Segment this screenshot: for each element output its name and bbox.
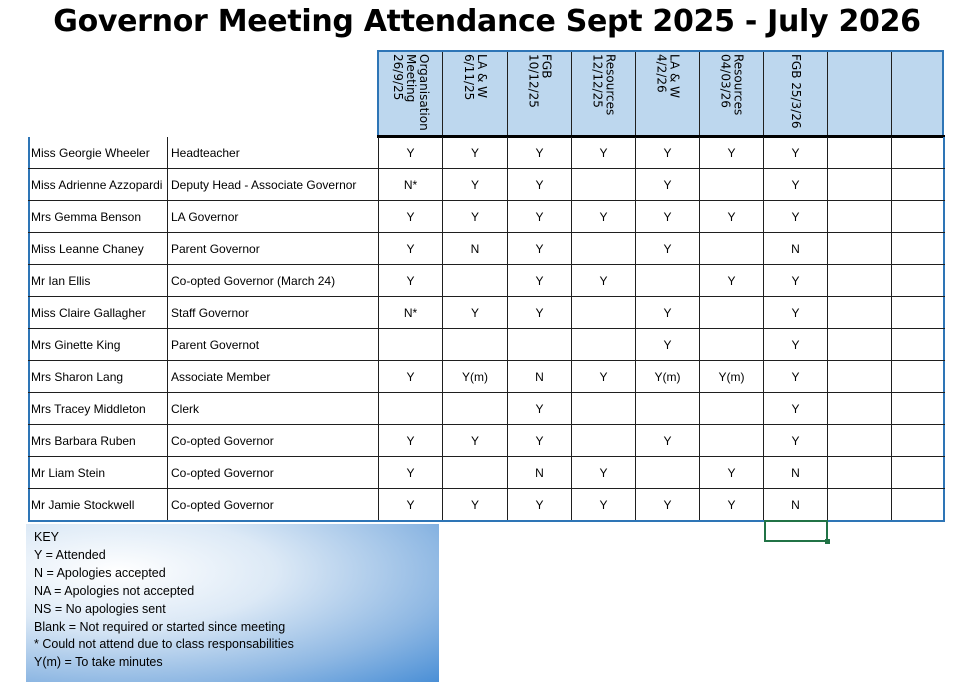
attendance-cell[interactable]	[572, 169, 636, 200]
table-row	[28, 393, 945, 425]
attendance-cell[interactable]: Y	[443, 169, 508, 200]
table-row	[28, 137, 945, 169]
attendance-cell[interactable]: Y	[764, 297, 828, 328]
attendance-cell[interactable]	[828, 169, 892, 200]
attendance-cell[interactable]: Y	[764, 169, 828, 200]
column-header[interactable]	[828, 52, 892, 136]
attendance-cell[interactable]: Y	[700, 137, 764, 168]
attendance-cell[interactable]: Y	[764, 329, 828, 360]
attendance-cell[interactable]: Y(m)	[636, 361, 700, 392]
governor-role-cell[interactable]: Deputy Head - Associate Governor	[168, 169, 379, 200]
attendance-cell[interactable]: Y	[379, 457, 443, 488]
attendance-cell[interactable]: Y	[764, 393, 828, 424]
governor-role-cell[interactable]: Staff Governor	[168, 297, 379, 328]
column-header-label: LA & W 6/11/25	[462, 54, 489, 101]
attendance-cell[interactable]: Y	[700, 265, 764, 296]
governor-role-cell[interactable]: Co-opted Governor	[168, 489, 379, 520]
attendance-cell[interactable]: Y	[636, 201, 700, 232]
attendance-cell[interactable]	[828, 425, 892, 456]
attendance-cell[interactable]	[892, 489, 945, 520]
key-entry: NS = No apologies sent	[34, 601, 166, 616]
attendance-cell[interactable]	[892, 425, 945, 456]
table-row	[28, 457, 945, 489]
attendance-cell[interactable]: Y	[700, 201, 764, 232]
attendance-cell[interactable]	[572, 393, 636, 424]
table-row	[28, 265, 945, 297]
attendance-cell[interactable]: Y	[508, 265, 572, 296]
column-header[interactable]	[443, 52, 508, 136]
attendance-cell[interactable]: Y	[636, 169, 700, 200]
table-row	[28, 201, 945, 233]
attendance-cell[interactable]: Y	[508, 489, 572, 520]
column-header-label: FGB 25/3/26	[789, 54, 803, 129]
key-legend	[26, 524, 439, 682]
table-row	[28, 233, 945, 265]
table-row	[28, 361, 945, 393]
column-header-label: Organisation Meeting 26/9/25	[391, 54, 431, 131]
attendance-cell[interactable]: Y	[443, 297, 508, 328]
column-header-label: Resources 04/03/26	[718, 54, 746, 116]
attendance-cell[interactable]: Y	[764, 361, 828, 392]
attendance-cell[interactable]	[892, 265, 945, 296]
attendance-cell[interactable]	[892, 137, 945, 168]
attendance-cell[interactable]: Y	[443, 201, 508, 232]
attendance-cell[interactable]	[828, 265, 892, 296]
attendance-cell[interactable]: Y	[379, 265, 443, 296]
attendance-cell[interactable]	[636, 457, 700, 488]
governor-name-cell[interactable]: Mrs Ginette King	[28, 329, 168, 360]
governor-role-cell[interactable]: LA Governor	[168, 201, 379, 232]
table-row	[28, 489, 945, 521]
attendance-cell[interactable]	[443, 265, 508, 296]
governor-name-cell[interactable]: Mr Liam Stein	[28, 457, 168, 488]
attendance-cell[interactable]: Y	[764, 425, 828, 456]
attendance-cell[interactable]	[892, 297, 945, 328]
attendance-cell[interactable]	[828, 297, 892, 328]
governor-name-cell[interactable]: Miss Adrienne Azzopardi	[28, 169, 168, 200]
attendance-cell[interactable]	[572, 329, 636, 360]
governor-role-cell[interactable]: Associate Member	[168, 361, 379, 392]
attendance-cell[interactable]	[379, 393, 443, 424]
governor-name-cell[interactable]: Mr Jamie Stockwell	[28, 489, 168, 520]
attendance-cell[interactable]: Y	[379, 425, 443, 456]
key-entry: NA = Apologies not accepted	[34, 583, 195, 598]
attendance-cell[interactable]	[828, 489, 892, 520]
attendance-cell[interactable]: Y(m)	[700, 361, 764, 392]
table-row	[28, 169, 945, 201]
attendance-cell[interactable]: N	[443, 233, 508, 264]
table-row	[28, 425, 945, 457]
attendance-cell[interactable]: Y	[764, 137, 828, 168]
attendance-cell[interactable]	[892, 457, 945, 488]
attendance-cell[interactable]: Y	[508, 425, 572, 456]
column-header[interactable]	[508, 52, 572, 136]
attendance-cell[interactable]: Y	[572, 489, 636, 520]
column-header[interactable]	[700, 52, 764, 136]
attendance-cell[interactable]: Y	[508, 393, 572, 424]
attendance-cell[interactable]: Y	[572, 201, 636, 232]
attendance-cell[interactable]: Y	[508, 297, 572, 328]
attendance-cell[interactable]	[828, 201, 892, 232]
attendance-cell[interactable]: Y	[572, 137, 636, 168]
attendance-cell[interactable]: N	[508, 457, 572, 488]
attendance-cell[interactable]: Y	[636, 233, 700, 264]
attendance-cell[interactable]: Y	[379, 489, 443, 520]
governor-name-cell[interactable]: Miss Claire Gallagher	[28, 297, 168, 328]
attendance-cell[interactable]	[443, 393, 508, 424]
column-header[interactable]	[572, 52, 636, 136]
key-entry: Blank = Not required or started since meeting	[34, 619, 286, 634]
attendance-cell[interactable]	[700, 233, 764, 264]
attendance-cell[interactable]: Y	[572, 457, 636, 488]
selected-cell[interactable]	[764, 520, 828, 542]
governor-name-cell[interactable]: Miss Leanne Chaney	[28, 233, 168, 264]
column-header[interactable]	[764, 52, 828, 136]
attendance-cell[interactable]: Y	[379, 361, 443, 392]
attendance-cell[interactable]: Y	[572, 361, 636, 392]
column-header[interactable]	[892, 52, 945, 136]
governor-name-cell[interactable]: Mrs Tracey Middleton	[28, 393, 168, 424]
attendance-cell[interactable]	[892, 393, 945, 424]
attendance-cell[interactable]	[892, 233, 945, 264]
fill-handle[interactable]	[825, 539, 830, 544]
attendance-cell[interactable]: Y	[636, 137, 700, 168]
attendance-cell[interactable]: Y	[379, 137, 443, 168]
attendance-cell[interactable]	[700, 425, 764, 456]
attendance-cell[interactable]: Y	[379, 233, 443, 264]
key-heading: KEY	[34, 530, 60, 544]
attendance-cell[interactable]: Y	[572, 265, 636, 296]
governor-role-cell[interactable]: Co-opted Governor	[168, 457, 379, 488]
governor-role-cell[interactable]: Co-opted Governor (March 24)	[168, 265, 379, 296]
key-entry: N = Apologies accepted	[34, 565, 166, 580]
attendance-cell[interactable]: N*	[379, 297, 443, 328]
governor-name-cell[interactable]: Mrs Barbara Ruben	[28, 425, 168, 456]
attendance-cell[interactable]	[828, 329, 892, 360]
governor-name-cell[interactable]: Mr Ian Ellis	[28, 265, 168, 296]
attendance-cell[interactable]: N	[764, 489, 828, 520]
column-header[interactable]	[379, 52, 443, 136]
attendance-cell[interactable]	[572, 297, 636, 328]
attendance-cell[interactable]	[700, 169, 764, 200]
column-header[interactable]	[636, 52, 700, 136]
attendance-cell[interactable]	[700, 393, 764, 424]
attendance-cell[interactable]	[379, 329, 443, 360]
attendance-cell[interactable]: N	[508, 361, 572, 392]
attendance-cell[interactable]	[892, 329, 945, 360]
attendance-cell[interactable]: Y	[379, 201, 443, 232]
attendance-cell[interactable]: Y	[443, 137, 508, 168]
attendance-cell[interactable]	[636, 265, 700, 296]
key-entry: Y = Attended	[34, 547, 106, 562]
attendance-cell[interactable]: Y	[700, 457, 764, 488]
attendance-cell[interactable]	[828, 233, 892, 264]
attendance-cell[interactable]: Y	[764, 201, 828, 232]
governor-role-cell[interactable]: Headteacher	[168, 137, 379, 168]
table-row	[28, 329, 945, 361]
attendance-cell[interactable]	[700, 329, 764, 360]
attendance-cell[interactable]: Y	[508, 233, 572, 264]
attendance-cell[interactable]	[892, 169, 945, 200]
column-header-label: LA & W 4/2/26	[654, 54, 682, 99]
attendance-cell[interactable]: Y	[636, 297, 700, 328]
governor-name-cell[interactable]: Mrs Gemma Benson	[28, 201, 168, 232]
governor-role-cell[interactable]: Clerk	[168, 393, 379, 424]
attendance-cell[interactable]	[443, 329, 508, 360]
column-header-label: FGB 10/12/25	[526, 54, 554, 108]
attendance-cell[interactable]	[572, 425, 636, 456]
attendance-cell[interactable]	[700, 297, 764, 328]
attendance-cell[interactable]: Y	[508, 201, 572, 232]
attendance-cell[interactable]: Y	[443, 425, 508, 456]
attendance-cell[interactable]	[828, 393, 892, 424]
attendance-cell[interactable]	[828, 137, 892, 168]
attendance-cell[interactable]	[892, 361, 945, 392]
governor-role-cell[interactable]: Parent Governor	[168, 233, 379, 264]
key-entry: Y(m) = To take minutes	[34, 655, 163, 670]
attendance-cell[interactable]: Y	[764, 265, 828, 296]
attendance-cell[interactable]: Y	[636, 489, 700, 520]
attendance-cell[interactable]: N*	[379, 169, 443, 200]
attendance-cell[interactable]: Y	[508, 137, 572, 168]
governor-role-cell[interactable]: Parent Governot	[168, 329, 379, 360]
attendance-cell[interactable]: Y	[636, 425, 700, 456]
attendance-cell[interactable]: N	[764, 233, 828, 264]
page-title: Governor Meeting Attendance Sept 2025 - July 2026	[53, 4, 921, 39]
attendance-cell[interactable]	[828, 361, 892, 392]
attendance-cell[interactable]: Y	[443, 489, 508, 520]
attendance-cell[interactable]	[636, 393, 700, 424]
governor-name-cell[interactable]: Mrs Sharon Lang	[28, 361, 168, 392]
attendance-cell[interactable]	[572, 233, 636, 264]
governor-name-cell[interactable]: Miss Georgie Wheeler	[28, 137, 168, 168]
key-entry: * Could not attend due to class responsabilities	[34, 637, 294, 652]
attendance-cell[interactable]: Y	[700, 489, 764, 520]
column-header-label: Resources 12/12/25	[590, 54, 618, 116]
attendance-cell[interactable]: N	[764, 457, 828, 488]
table-row	[28, 297, 945, 329]
attendance-cell[interactable]: Y(m)	[443, 361, 508, 392]
attendance-cell[interactable]: Y	[508, 169, 572, 200]
attendance-cell[interactable]	[508, 329, 572, 360]
attendance-cell[interactable]	[828, 457, 892, 488]
attendance-cell[interactable]	[443, 457, 508, 488]
attendance-cell[interactable]: Y	[636, 329, 700, 360]
attendance-cell[interactable]	[892, 201, 945, 232]
governor-role-cell[interactable]: Co-opted Governor	[168, 425, 379, 456]
